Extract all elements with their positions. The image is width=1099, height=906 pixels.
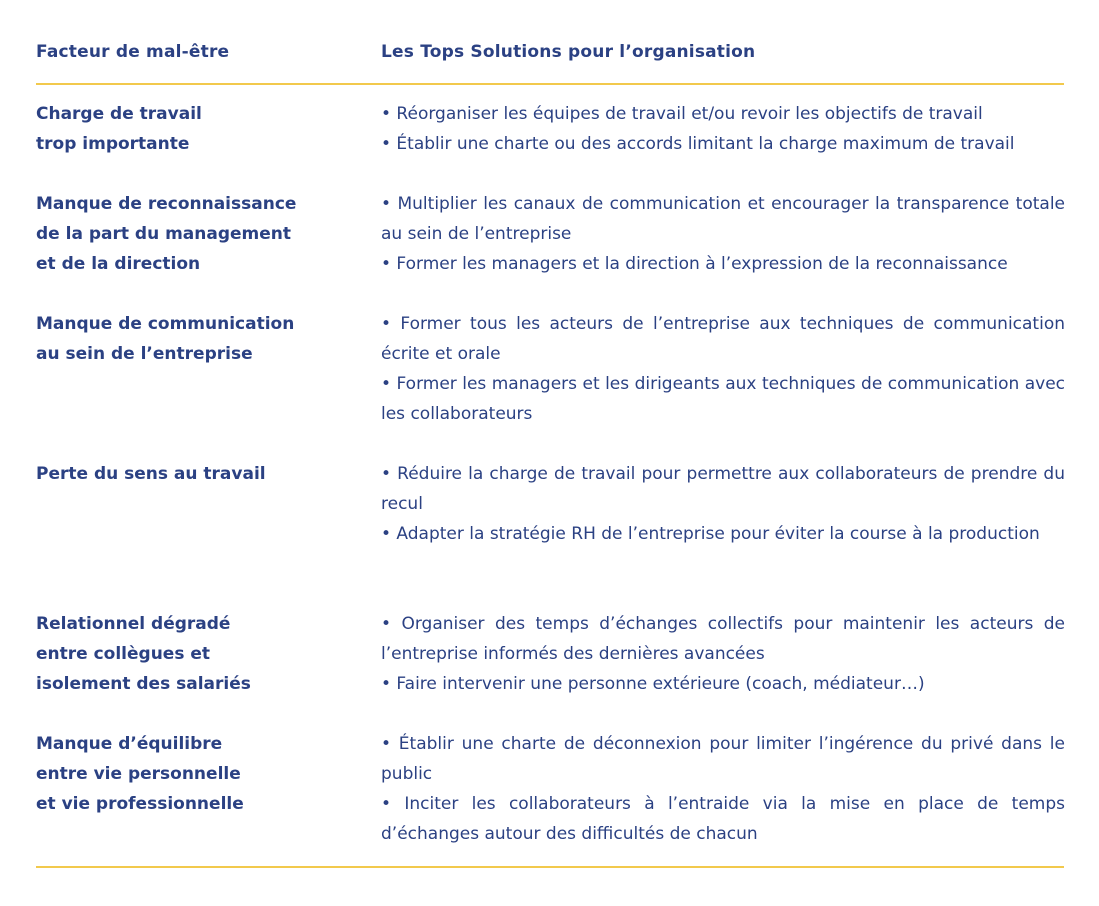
factor-line: trop importante bbox=[36, 134, 190, 154]
factor-cell bbox=[36, 189, 336, 279]
table-header bbox=[36, 0, 1064, 84]
factor-line: au sein de l’entreprise bbox=[36, 344, 253, 364]
solution-item: • Organiser des temps d’échanges collectifs pour maintenir les acteurs de l’entreprise informés des dernières avancées bbox=[381, 614, 1065, 664]
wellbeing-solutions-table bbox=[36, 0, 1065, 844]
solutions-cell bbox=[381, 309, 1065, 429]
solutions-cell bbox=[381, 729, 1065, 849]
solution-item: • Former tous les acteurs de l’entreprise aux techniques de communication écrite et orale bbox=[381, 314, 1065, 364]
table-bottom-divider bbox=[36, 866, 1064, 868]
factor-line: entre collègues et bbox=[36, 644, 211, 664]
factor-line: entre vie personnelle bbox=[36, 764, 241, 784]
solution-item: • Former les managers et la direction à l’expression de la reconnaissance bbox=[381, 254, 1008, 274]
solution-item: • Former les managers et les dirigeants aux techniques de communication avec les collaborateurs bbox=[381, 374, 1065, 424]
factor-column-header: Facteur de mal-être bbox=[36, 42, 230, 62]
solution-item: • Réduire la charge de travail pour permettre aux collaborateurs de prendre du recul bbox=[381, 464, 1065, 514]
factor-line: Charge de travail bbox=[36, 104, 202, 124]
factor-cell bbox=[36, 459, 336, 489]
solutions-column-header: Les Tops Solutions pour l’organisation bbox=[381, 42, 756, 62]
header-divider bbox=[36, 83, 1064, 85]
factor-line: Relationnel dégradé bbox=[36, 614, 231, 634]
solution-item: • Adapter la stratégie RH de l’entreprise pour éviter la course à la production bbox=[381, 524, 1040, 544]
solution-item: • Multiplier les canaux de communication et encourager la transparence totale au sein de l’entreprise bbox=[381, 194, 1065, 244]
factor-line: Manque de communication bbox=[36, 314, 295, 334]
solutions-cell bbox=[381, 189, 1065, 279]
solution-item: • Inciter les collaborateurs à l’entraide via la mise en place de temps d’échanges autour des difficultés de chacun bbox=[381, 794, 1065, 844]
solution-item: • Réorganiser les équipes de travail et/ou revoir les objectifs de travail bbox=[381, 104, 983, 124]
solution-item: • Établir une charte ou des accords limitant la charge maximum de travail bbox=[381, 134, 1015, 154]
factor-line: et vie professionnelle bbox=[36, 794, 244, 814]
factor-line: de la part du management bbox=[36, 224, 292, 244]
factor-cell bbox=[36, 309, 336, 369]
factor-line: Perte du sens au travail bbox=[36, 464, 266, 484]
factor-line: et de la direction bbox=[36, 254, 201, 274]
solution-item: • Faire intervenir une personne extérieure (coach, médiateur…) bbox=[381, 674, 925, 694]
factor-cell bbox=[36, 609, 336, 699]
factor-line: Manque d’équilibre bbox=[36, 734, 223, 754]
factor-cell bbox=[36, 99, 336, 159]
factor-line: isolement des salariés bbox=[36, 674, 251, 694]
factor-cell bbox=[36, 729, 336, 819]
solution-item: • Établir une charte de déconnexion pour limiter l’ingérence du privé dans le public bbox=[381, 734, 1065, 784]
factor-line: Manque de reconnaissance bbox=[36, 194, 297, 214]
solutions-cell bbox=[381, 609, 1065, 699]
solutions-cell bbox=[381, 99, 1065, 159]
solutions-cell bbox=[381, 459, 1065, 549]
